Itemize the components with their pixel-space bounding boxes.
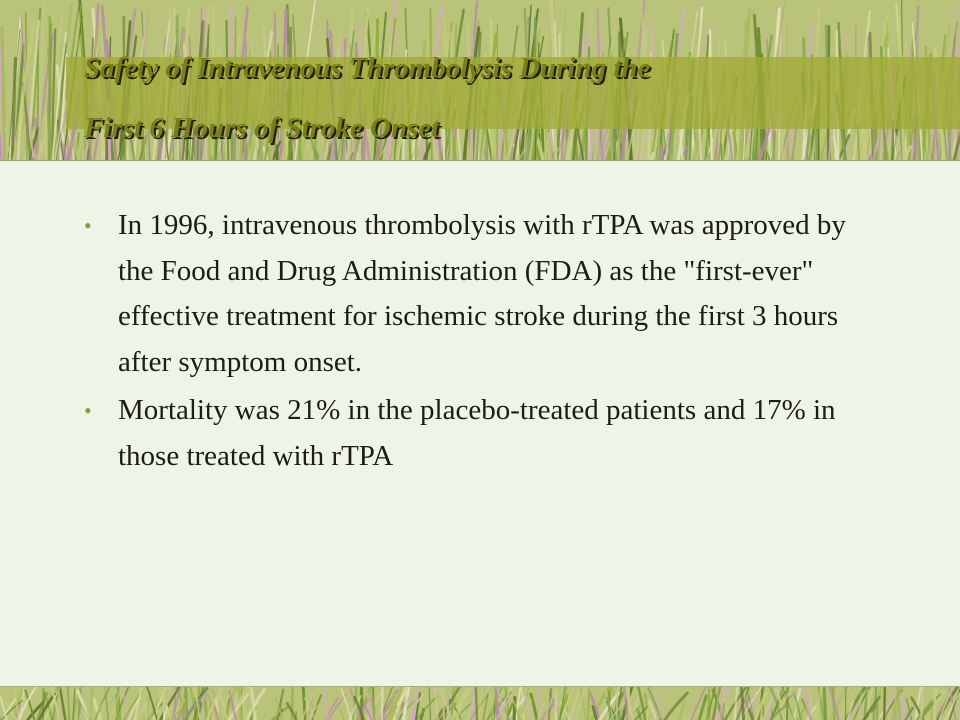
- grass-blade: [931, 707, 932, 720]
- grass-blade: [554, 692, 556, 720]
- slide-title-line-1: Safety of Intravenous Thrombolysis During the: [84, 52, 651, 84]
- grass-blade: [697, 696, 706, 720]
- grass-blade: [903, 695, 905, 720]
- grass-blade: [588, 687, 590, 720]
- grass-blade: [382, 687, 383, 720]
- grass-blade: [323, 687, 329, 720]
- bullet-list: [84, 203, 884, 482]
- bullet-icon: •: [84, 398, 92, 423]
- grass-blade: [43, 693, 44, 720]
- grass-blade: [884, 687, 885, 720]
- bullet-icon: •: [84, 213, 92, 238]
- grass-blade: [845, 687, 846, 720]
- grass-blade: [59, 687, 66, 720]
- slide-title-line-2: First 6 Hours of Stroke Onset: [84, 112, 440, 144]
- bullet-text-2: Mortality was 21% in the placebo-treated patients and 17% in those treated with rTPA: [118, 394, 836, 472]
- grass-blade: [475, 687, 477, 720]
- grass-blade: [341, 710, 346, 720]
- grass-blade: [91, 687, 93, 720]
- bullet-item-2: [84, 388, 884, 479]
- grass-blade: [785, 708, 786, 720]
- grass-blade: [495, 687, 497, 720]
- bullet-text-1: In 1996, intravenous thrombolysis with rTPA was approved by the Food and Drug Administration (FDA) as the "first-ever" effective treatment for ischemic stroke during the first 3 hours after symptom onset.: [118, 209, 846, 378]
- slide-title: [84, 38, 944, 158]
- grass-blade: [647, 708, 648, 720]
- grass-blade: [436, 688, 438, 720]
- grass-blade: [787, 687, 788, 720]
- grass-blade: [443, 687, 444, 720]
- bullet-item-1: [84, 203, 884, 385]
- grass-footer-background: [0, 686, 960, 720]
- grass-blade: [68, 687, 70, 720]
